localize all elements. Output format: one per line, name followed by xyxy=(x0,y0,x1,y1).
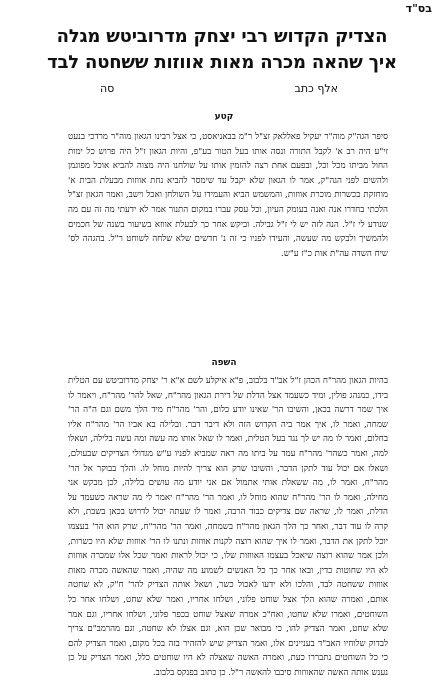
note-paragraph xyxy=(68,374,388,680)
bsd-header: בס"ד xyxy=(405,2,432,15)
main-paragraph-text: סיפר הגה"ק מוה"ר יעקיל פאללאק זצ"ל ר"מ בבאניאסט, כי אצל רבינו הגאון מוה"ר מרדכי בנעט זי"ע היה רב א' לקבל התורה ונסה אותו בעל הטור בע"פ, והיות הגאון ז"ל היה פרוש כל ימות החול מביתו מכל וכל, ובפעם אחת רצה להזמין אותו על שולחנו היה מצוה להביא אוכל מפוגמן ולהשים לפני הגה"ק, אמר לו הגאון שלא יקבל עד שימסר להביא נחת אווזות מבעלת הבית א' מוחזקת בכשרות מוכרת אווזות, והמשמש הביא והעמידו על השולחן ואכל וישב, ואמר הגאון זצ"ל הלכתי בחדרו אנה ואנה בעומק העיון, וכל עסק עברו במקום התנור אמר לא ידעתי מה זה עם מה שנודע לי ז"ל. הנה לזה יש לי ז"ל גבילה. וביקש אחר כך לבעלת אווזא בשיעור בשנה של חכמים ולהמשיך ולבקש מה שעשה, והעידו לפניו כי זה נ' חדשים שלא שלחה לשוחט ר"ל. בהגהה לס' שיח השדה עה"ת אות כ"ז ע"ש. xyxy=(68,132,388,259)
title-line-2: איך שהאה מכרה מאות אווזות ששחטה לבד xyxy=(47,52,397,73)
note-paragraph-text: בהיות הגאון מהר"ח הכהן ז"ל אב"ד בלבוב, פ"א איקלע לשם א"א ר' יצחק מדרוביטש עם הטלית בידו, כמנהג פולין, ומיד כשעמד אצל הדלת של דירת הגאון מהר"ח, שאל להר' מהר"ח, ויאמר לו איך שמר דרשה בכאן, והשיבו הר' שאינו יודע כלום, והר' מהר"ח מיד הלך משם וגם ה"ה הר' שמחה, ואמר לו, איך אמר ביה הקדוש הזה ולא דיבר דבר. ובלילה בא אביו הר' מהר"ח אליו בחלום, ואמר לו מה יש לך נגד בעל הטלית, ואמר לו שאל אותו מה עשה ומה עשה בלילה, ושאלו למה, ואמר כשהר' מהר"ח עמד על ביתו מה ראה שמביא לפניו ע"ש מגדולי הצדיקים שבעולם, ושאלו אם יכול עוד לתקן הדבר, והשיבו שרק הוא צריך להיות מוחל לו. והלך בבוקר אל הר' מהר"ח, ואמר לו, מה ששאלת אותי אתמול אם אני יודע מה עושים בלילה, לכן מבקש אני מחילה, ואמר לו הר' מהר"ח שהוא מוחל לו, ואמר הר' מהר"ח יאמר לי מה שראה כשעמד על הדלת, ואמר לו, שראה שם צדיקים כבוד הרבה, ואמר לו שעתה יכול לדרוש בכאן בשבת, ולא קרה לו עוד דבר, ואחר כך הלך הגאון מהר"ח בשמחה, ואמר הר' מהר"ח, שרק הוא הר' בעצמו יוכל לתקן את הדבר, ואמר לו איך שהוא רוצה לקנות אווזות ונתנו לו הר' אווזות שלא היו כשרות, ולכן אמר שהוא רוצה שיאכל בעצמו האווזות שלו, כי יכול לראות ואמר שכל אלו שמכרה אווזות לא היו שחוטות כדין, ובאו אחר כך כל האנשים לשמוע מה שהיה, ואמר שהאשה מכרה מאות אווזות ששחטה לבד, והלכו ולא ידעו לאכול כשר, ושאל אותה הצדיק להר' ח"ק, לא שחטה אותם, ואמרה שהוא הלך אצל שוחט פלוני, ושלחו אחריו, ואמר שלא שחט, ושלחו אחר כל השוחטים, ואמרו שלא שחטו, ואח"כ אמרה שאצל שוחט בכפר פלוני, ושלחו אחריו, וגם אמר שלא שחט, ואמר הצדיק להו, כי מבואר שכן הוא, וגם אצלו לא שחטה, וגם מהרמב"ם צריך לבדוק שלוחיו האב"ד בעניינים אלו, ואמר הצדיק שיש להזהיר בזה בכל מקום, ואמר הצדיק להם כי כל השוחטים נתבררו כעת, ואמרה האשה שאצלה לא היו שוחטים כלל, ואמר הצדיק על כן נענש אותה האשה שהאווזות סיבבו להאשה ר"ל. כן כתוב בפנקס בלבוב. xyxy=(68,376,388,678)
section-heading-main: קטע xyxy=(214,112,234,122)
main-paragraph xyxy=(68,130,388,261)
section-heading-note: השפה xyxy=(211,358,237,368)
title-line-1: הצדיק הקדוש רבי יצחק מדרוביטש מגלה xyxy=(56,26,388,47)
meta-left: סה xyxy=(100,82,115,95)
meta-right: אלף כתב xyxy=(294,82,338,95)
meta-row xyxy=(100,82,338,95)
